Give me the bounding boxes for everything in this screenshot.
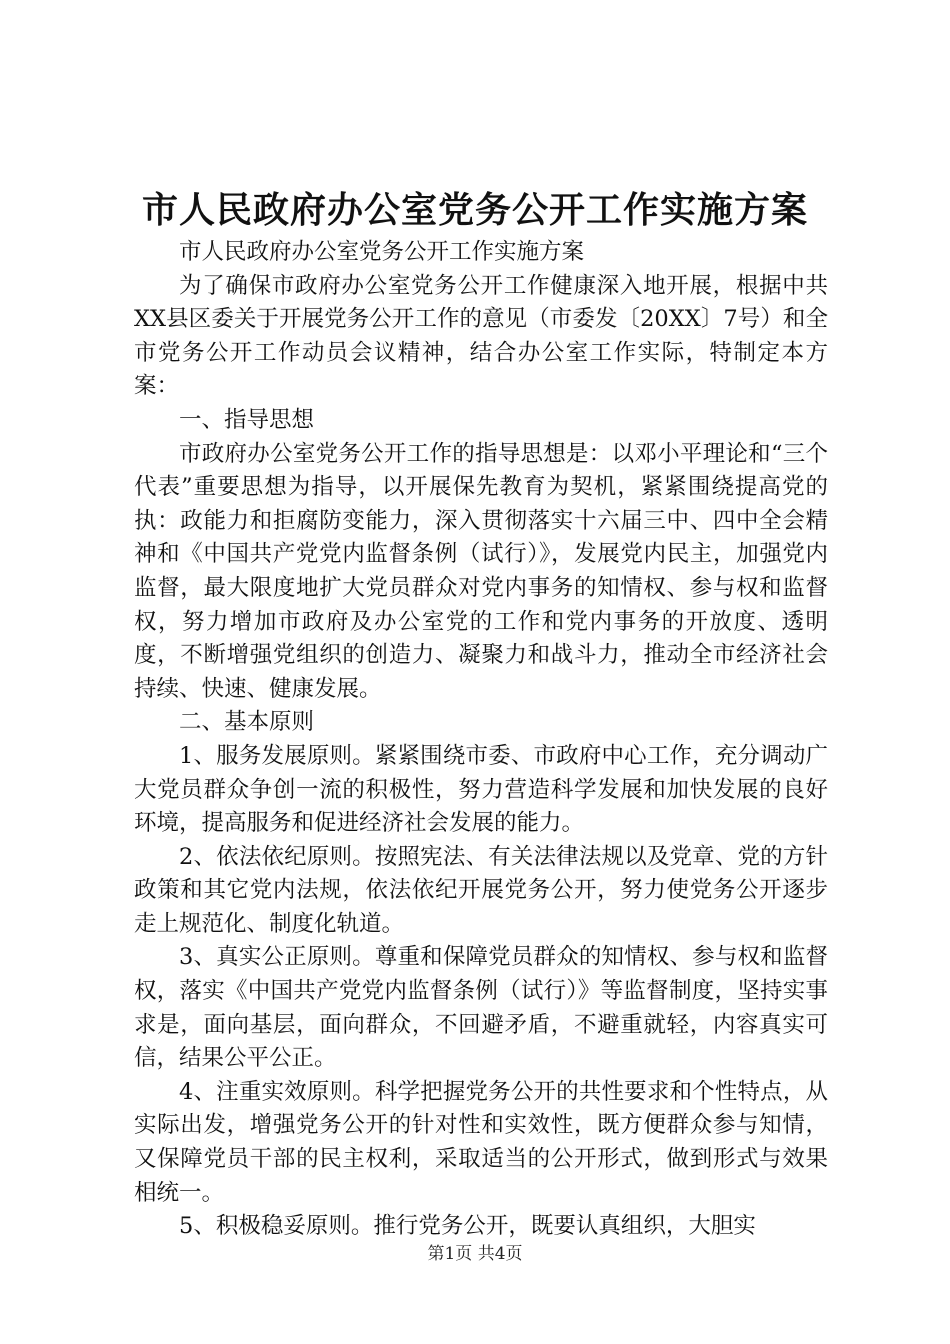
paragraph-principle-5: 5、积极稳妥原则。推行党务公开，既要认真组织，大胆实 [179,1213,756,1240]
paragraph-guiding-ideology: 市政府办公室党务公开工作的指导思想是：以邓小平理论和“三个代表”重要思想为指导，以开展保先教育为契机，紧紧围绕提高党的执：政能力和拒腐防变能力，深入贯彻落实十六届三中、四中全会精神和《中国共产党党内监督条例（试行）》，发展党内民主，加强党内监督，最大限度地扩大党员群众对党内事务的知情权、参与权和监督权，努力增加市政府及办公室党的工作和党内事务的开放度、透明度，不断增强党组织的创造力、凝聚力和战斗力，推动全市经济社会持续、快速、健康发展。 [134,440,828,702]
section-heading-basic-principles: 二、基本原则 [179,709,315,736]
document-body [134,236,828,1244]
section-heading-guiding-ideology: 一、指导思想 [179,406,315,433]
paragraph-subtitle: 市人民政府办公室党务公开工作实施方案 [179,239,585,265]
paragraph-principle-4: 4、注重实效原则。科学把握党务公开的共性要求和个性特点，从实际出发，增强党务公开的针对性和实效性，既方便群众参与知情，又保障党员干部的民主权利，采取适当的公开形式，做到形式与效果相统一。 [134,1078,828,1206]
paragraph-principle-3: 3、真实公正原则。尊重和保障党员群众的知情权、参与权和监督权，落实《中国共产党党内监督条例（试行）》等监督制度，坚持实事求是，面向基层，面向群众，不回避矛盾，不避重就轻，内容真实可信，结果公平公正。 [134,944,828,1072]
document-title: 市人民政府办公室党务公开工作实施方案 [141,189,808,231]
page-number-footer: 第1页 共4页 [427,1244,523,1264]
paragraph-principle-2: 2、依法依纪原则。按照宪法、有关法律法规以及党章、党的方针政策和其它党内法规，依法依纪开展党务公开，努力使党务公开逐步走上规范化、制度化轨道。 [134,843,828,937]
paragraph-intro: 为了确保市政府办公室党务公开工作健康深入地开展，根据中共XX县区委关于开展党务公开工作的意见（市委发〔20XX〕7号）和全市党务公开工作动员会议精神，结合办公室工作实际，特制定本方案： [134,272,828,400]
paragraph-principle-1: 1、服务发展原则。紧紧围绕市委、市政府中心工作，充分调动广大党员群众争创一流的积极性，努力营造科学发展和加快发展的良好环境，提高服务和促进经济社会发展的能力。 [134,742,828,837]
